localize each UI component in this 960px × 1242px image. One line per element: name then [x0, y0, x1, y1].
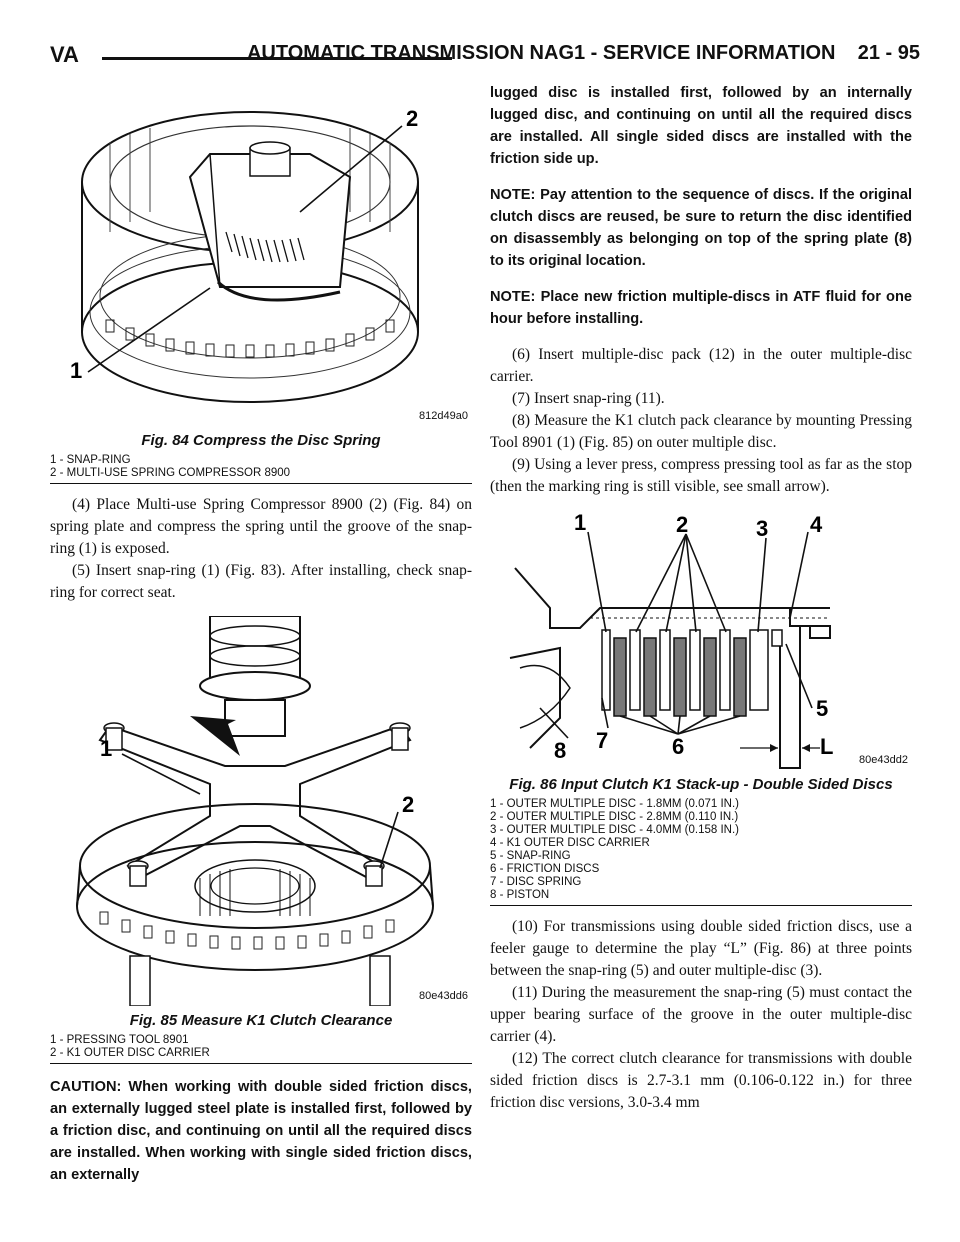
fig86-callout-5: 5 [816, 696, 829, 721]
fig84-callout-2: 2 [406, 106, 419, 131]
figure-84-title: Fig. 84 Compress the Disc Spring [141, 432, 381, 449]
clutch-stackup-drawing [490, 508, 912, 770]
step-6-text: (6) Insert multiple-disc pack (12) in the outer multiple-disc carrier. [490, 346, 912, 385]
fig86-callout-7: 7 [596, 728, 609, 753]
fig85-callout-2: 2 [402, 792, 415, 817]
legend-item: 2 - K1 OUTER DISC CARRIER [50, 1047, 210, 1059]
caution-continued-text: lugged disc is installed first, followed by an internally lugged disc, and continuing on until all the required discs are installed. All single sided discs are installed with the friction side up. [490, 85, 912, 167]
figure-85-illustration [50, 616, 472, 1006]
figure-86-illustration [490, 508, 912, 770]
legend-item: 7 - DISC SPRING [490, 876, 582, 888]
figure-86-code: 80e43dd2 [859, 754, 908, 766]
figure-84-illustration [50, 82, 472, 426]
figure-86-title: Fig. 86 Input Clutch K1 Stack-up - Double Sided Discs [509, 776, 893, 793]
fig86-callout-6: 6 [672, 734, 685, 759]
left-column [50, 82, 472, 1200]
step-4-text: (4) Place Multi-use Spring Compressor 8900 (2) (Fig. 84) on spring plate and compress the spring until the groove of the snap-ring (1) is exposed. [50, 496, 472, 557]
legend-item: 4 - K1 OUTER DISC CARRIER [490, 837, 650, 849]
fig86-callout-8: 8 [554, 738, 567, 763]
legend-item: 3 - OUTER MULTIPLE DISC - 4.0MM (0.158 IN.) [490, 824, 740, 836]
step-10-text: (10) For transmissions using double sided friction discs, use a feeler gauge to determine the play “L” (Fig. 86) at three points between the snap-ring (5) and outer multiple-disc (3). [490, 918, 912, 979]
figure-84-legend [50, 454, 472, 484]
figure-86 [490, 508, 912, 906]
note-atf-soak: NOTE: Place new friction multiple-discs in ATF fluid for one hour before installing. [490, 289, 912, 327]
step-9-text: (9) Using a lever press, compress pressing tool as far as the stop (then the marking ring is still visible, see small arrow). [490, 456, 912, 495]
figure-85-code: 80e43dd6 [419, 990, 468, 1002]
fig86-callout-3: 3 [756, 516, 769, 541]
figure-86-legend [490, 798, 912, 906]
figure-84 [50, 82, 472, 484]
legend-item: 1 - PRESSING TOOL 8901 [50, 1034, 189, 1046]
figure-85 [50, 616, 472, 1064]
caution-text: CAUTION: When working with double sided friction discs, an externally lugged steel plate is installed first, followed by a friction disc, and continuing on until all the required discs are installed. When working with single sided friction discs, an externally [50, 1079, 472, 1183]
legend-item: 5 - SNAP-RING [490, 850, 571, 862]
legend-item: 1 - OUTER MULTIPLE DISC - 1.8MM (0.071 IN.) [490, 798, 740, 810]
step-7-text: (7) Insert snap-ring (11). [512, 390, 665, 407]
fig86-callout-4: 4 [810, 512, 823, 537]
step-8-text: (8) Measure the K1 clutch pack clearance by mounting Pressing Tool 8901 (1) (Fig. 85) on outer multiple disc. [490, 412, 912, 451]
fig86-callout-L: L [820, 734, 834, 759]
legend-item: 2 - MULTI-USE SPRING COMPRESSOR 8900 [50, 467, 291, 479]
legend-item: 2 - OUTER MULTIPLE DISC - 2.8MM (0.110 IN.) [490, 811, 739, 823]
legend-item: 8 - PISTON [490, 889, 550, 901]
figure-85-legend [50, 1034, 472, 1064]
step-11-text: (11) During the measurement the snap-ring (5) must contact the upper bearing surface of the groove in the outer multiple-disc carrier (4). [490, 984, 912, 1045]
page-header [50, 40, 920, 74]
disc-spring-compressor-drawing [50, 82, 472, 426]
header-title: AUTOMATIC TRANSMISSION NAG1 - SERVICE INFORMATION 21 - 95 [246, 42, 920, 64]
fig85-callout-1: 1 [100, 736, 113, 761]
pressing-tool-drawing [50, 616, 472, 1006]
figure-84-code: 812d49a0 [419, 410, 468, 422]
legend-item: 1 - SNAP-RING [50, 454, 131, 466]
fig86-callout-1: 1 [574, 510, 587, 535]
step-12-text: (12) The correct clutch clearance for transmissions with double sided friction discs is 2.7-3.1 mm (0.106-0.122 in.) for three friction disc versions, 3.0-3.4 mm [490, 1050, 912, 1111]
right-column [490, 82, 912, 1114]
fig84-callout-1: 1 [70, 358, 83, 383]
note-disc-sequence: NOTE: Pay attention to the sequence of discs. If the original clutch discs are reused, be sure to return the disc identified on disassembly as belonging on top of the spring plate (8) to its original location. [490, 187, 912, 269]
legend-item: 6 - FRICTION DISCS [490, 863, 600, 875]
figure-85-title: Fig. 85 Measure K1 Clutch Clearance [129, 1012, 393, 1029]
header-section-code: VA [50, 42, 79, 67]
fig86-callout-2: 2 [676, 512, 689, 537]
step-5-text: (5) Insert snap-ring (1) (Fig. 83). After installing, check snap-ring for correct seat. [50, 562, 472, 601]
